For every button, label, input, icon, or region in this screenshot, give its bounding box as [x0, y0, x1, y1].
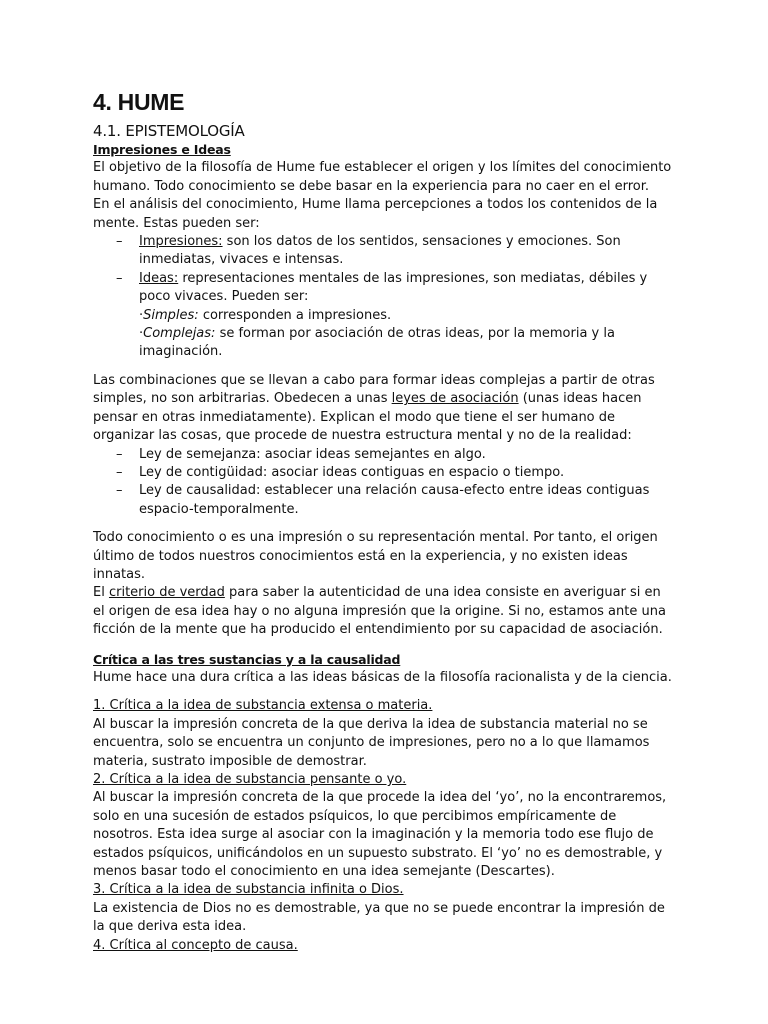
paragraph [93, 584, 676, 639]
text-run: Las combinaciones que se llevan a cabo para formar ideas complejas a partir de otras simples, no son arbitrarias. Obedecen a unas [93, 372, 655, 407]
sub-list-item [93, 307, 676, 325]
term: Simples: [143, 307, 199, 323]
definition: representaciones mentales de las impresiones, son mediatas, débiles y poco vivaces. Pueden ser: [139, 270, 648, 305]
definition: corresponden a impresiones. [198, 307, 392, 323]
paragraph: La existencia de Dios no es demostrable, ya que no se puede encontrar la impresión de la que deriva esta idea. [93, 900, 665, 935]
paragraph: Al buscar la impresión concreta de la que deriva la idea de substancia material no se encuentra, solo se encuentra un conjunto de impresiones, pero no a lo que llamamos materia, sustrato imposible de demostrar. [93, 716, 650, 769]
paragraph: Al buscar la impresión concreta de la que procede la idea del ‘yo’, no la encontraremos, solo en una sucesión de estados psíquicos, lo que percibimos empíricamente de nosotros. Esta idea surge al asociar con la imaginación y la memoria todo ese flujo de estados psíquicos, unificándolos en un supuesto substrato. El ‘yo’ no es demostrable, y menos basar todo el conocimiento en una idea semejante (Descartes). [93, 790, 667, 880]
list-item [93, 270, 676, 307]
paragraph [93, 372, 676, 446]
sub-list-item [93, 325, 676, 362]
leyes-asociacion-term: leyes de asociación [391, 391, 519, 407]
critique-title: 2. Crítica a la idea de substancia pensante o yo. [93, 772, 407, 787]
definition: son los datos de los sentidos, sensaciones y emociones. Son inmediatas, vivaces e intensas. [139, 234, 621, 268]
subheading-impresiones: Impresiones e Ideas [93, 142, 231, 157]
text-run: para saber la autenticidad de una idea consiste en averiguar si en el origen de esa idea hay o no alguna impresión que la origine. Si no, estamos ante una ficción de la mente que ha producido el entendimiento por su capacidad de asociación. [93, 585, 666, 638]
page-title: 4. HUME [93, 89, 185, 115]
perception-list [93, 233, 676, 307]
critique-title: 4. Crítica al concepto de causa. [93, 937, 298, 953]
subheading-critica: Crítica a las tres sustancias y a la causalidad [93, 651, 401, 667]
paragraph: Hume hace una dura crítica a las ideas básicas de la filosofía racionalista y de la ciencia. [93, 669, 672, 685]
term: Impresiones: [139, 234, 223, 250]
section-title: 4.1. EPISTEMOLOGÍA [93, 122, 245, 140]
critique-title: 3. Crítica a la idea de substancia infinita o Dios. [93, 882, 404, 898]
list-item: – Ley de causalidad: establecer una relación causa-efecto entre ideas contiguas espacio-temporalmente. [93, 482, 676, 519]
term: Ideas: [139, 270, 179, 286]
paragraph: El objetivo de la filosofía de Hume fue establecer el origen y los límites del conocimiento humano. Todo conocimiento se debe basar en la experiencia para no caer en el error. [93, 160, 672, 194]
text-run: (unas ideas hacen pensar en otras inmediatamente). Explican el modo que tiene el ser humano de organizar las cosas, que procede de nuestra estructura mental y no de la realidad: [93, 391, 642, 444]
bullet-dot: · [139, 326, 144, 342]
term: Complejas: [143, 326, 216, 342]
paragraph: En el análisis del conocimiento, Hume llama percepciones a todos los contenidos de la mente. Estas pueden ser: [93, 197, 658, 231]
definition: se forman por asociación de otras ideas, por la memoria y la imaginación. [139, 326, 615, 360]
criterio-verdad-term: criterio de verdad [108, 585, 225, 601]
paragraph: Todo conocimiento o es una impresión o su representación mental. Por tanto, el origen último de todos nuestros conocimientos está en la experiencia, y no existen ideas innatas. [93, 530, 658, 582]
text-run: El [93, 585, 109, 601]
bullet-dot: · [139, 307, 144, 323]
list-item: – Ley de semejanza: asociar ideas semejantes en algo. [93, 446, 676, 464]
critique-title: 1. Crítica a la idea de substancia extensa o materia. [93, 698, 433, 714]
laws-list [93, 446, 676, 520]
list-item [93, 233, 676, 270]
list-item: – Ley de contigüidad: asociar ideas contiguas en espacio o tiempo. [93, 464, 676, 482]
